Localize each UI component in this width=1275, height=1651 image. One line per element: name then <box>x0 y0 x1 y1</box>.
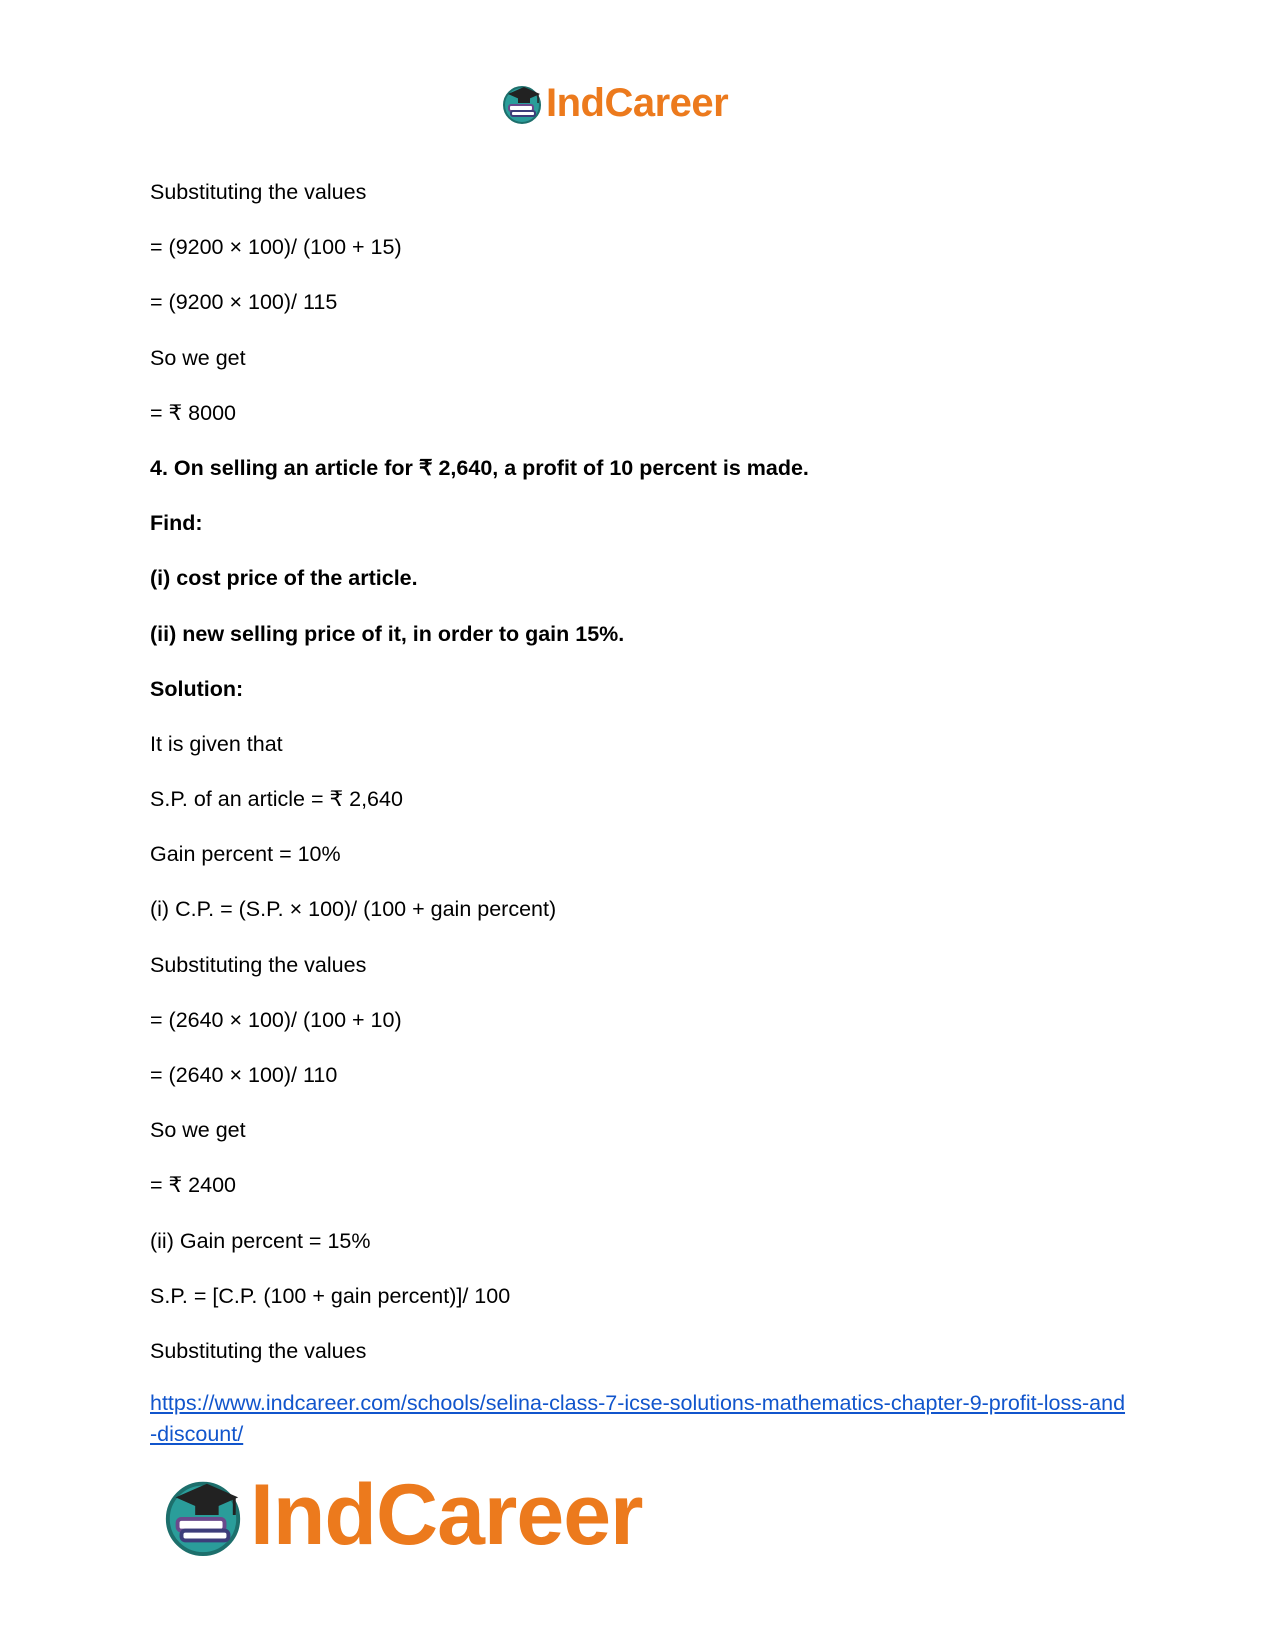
text-line: = (2640 × 100)/ (100 + 10) <box>150 1007 402 1032</box>
logo-text: IndCareer <box>250 1467 643 1563</box>
text-line: (ii) Gain percent = 15% <box>150 1228 371 1253</box>
text-line: Substituting the values <box>150 180 367 204</box>
text-line: = (9200 × 100)/ 115 <box>150 290 338 315</box>
text-line: (ii) new selling price of it, in order to gain 15%. <box>150 621 625 646</box>
text-line: S.P. of an article = ₹ 2,640 <box>150 787 403 812</box>
text-line: Substituting the values <box>150 952 367 977</box>
source-link[interactable]: https://www.indcareer.com/schools/selina-class-7-icse-solutions-mathematics-chapter-9-profit-loss-and-discount/ <box>150 1391 1126 1446</box>
text-line: So we get <box>150 345 246 370</box>
graduation-cap-book-globe-icon <box>500 81 544 125</box>
text-line: S.P. = [C.P. (100 + gain percent)]/ 100 <box>150 1283 511 1308</box>
text-line: = (2640 × 100)/ 110 <box>150 1063 338 1087</box>
logo-text: IndCareer <box>546 81 729 125</box>
text-line: = ₹ 8000 <box>150 400 237 425</box>
document-body <box>150 172 1130 1386</box>
text-line: Gain percent = 10% <box>150 842 341 867</box>
text-line: Solution: <box>150 676 244 701</box>
text-line: Find: <box>150 511 203 536</box>
text-line: = (9200 × 100)/ (100 + 15) <box>150 235 402 260</box>
text-line: It is given that <box>150 731 283 756</box>
footer-logo <box>160 1467 643 1563</box>
text-line: So we get <box>150 1118 246 1143</box>
text-line: 4. On selling an article for ₹ 2,640, a profit of 10 percent is made. <box>150 455 809 480</box>
text-line: (i) cost price of the article. <box>150 566 418 591</box>
text-line: = ₹ 2400 <box>150 1173 237 1198</box>
text-line: Substituting the values <box>150 1338 367 1363</box>
header-logo <box>500 80 728 126</box>
text-line: (i) C.P. = (S.P. × 100)/ (100 + gain percent) <box>150 897 557 922</box>
graduation-cap-book-globe-icon <box>160 1472 246 1558</box>
